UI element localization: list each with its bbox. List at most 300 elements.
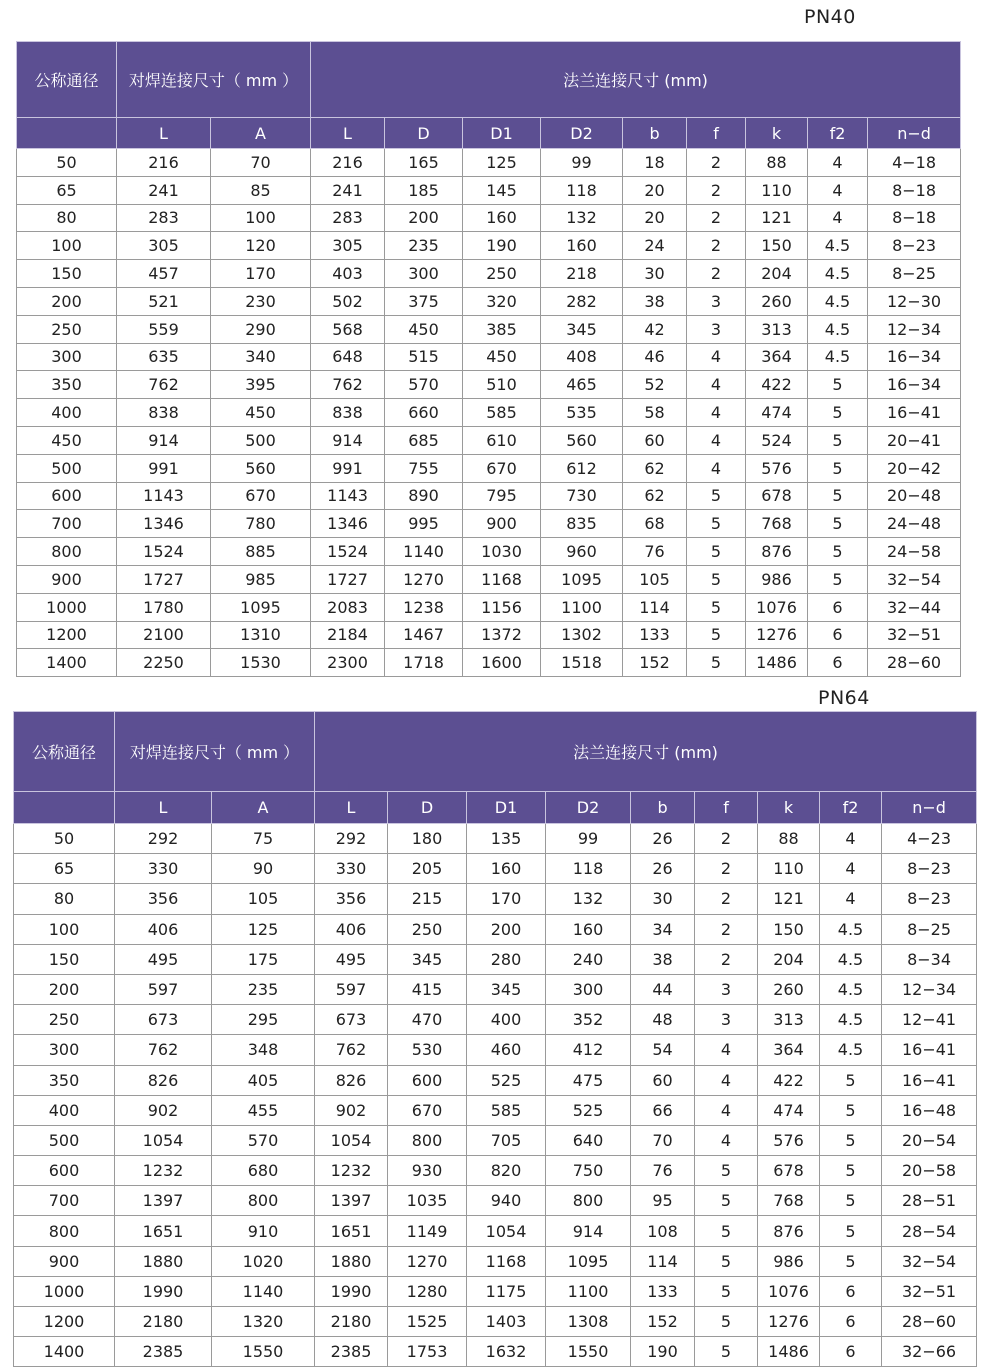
- table-row: [14, 974, 977, 1004]
- table-cell: 290: [211, 315, 311, 343]
- table-cell: 8−23: [868, 232, 961, 260]
- table-cell: 1550: [546, 1337, 631, 1367]
- table-cell: 2: [695, 824, 758, 854]
- table-cell: 5: [808, 371, 868, 399]
- table-cell: 16−34: [868, 371, 961, 399]
- table-cell: 4: [695, 1095, 758, 1125]
- table-cell: 345: [388, 944, 467, 974]
- table-cell: 1310: [211, 621, 311, 649]
- nominal-diameter-cell: 400: [17, 399, 117, 427]
- table-cell: 320: [463, 287, 541, 315]
- table-cell: 121: [746, 204, 808, 232]
- table-cell: 160: [463, 204, 541, 232]
- table-cell: 250: [388, 914, 467, 944]
- table-row: [14, 1065, 977, 1095]
- table-row: [17, 149, 961, 177]
- table-cell: 125: [212, 914, 315, 944]
- nominal-diameter-cell: 150: [14, 944, 115, 974]
- pn40-table: [16, 41, 961, 677]
- table-cell: 152: [623, 649, 687, 677]
- table-cell: 1530: [211, 649, 311, 677]
- table-cell: 2: [695, 914, 758, 944]
- subheader-cell: L: [311, 118, 385, 149]
- subheader-cell: k: [746, 118, 808, 149]
- table-cell: 28−60: [868, 649, 961, 677]
- table-cell: 2184: [311, 621, 385, 649]
- table-cell: 364: [746, 343, 808, 371]
- table-cell: 1168: [463, 565, 541, 593]
- table-cell: 105: [212, 884, 315, 914]
- table-cell: 190: [463, 232, 541, 260]
- nominal-diameter-cell: 65: [14, 854, 115, 884]
- table-cell: 5: [808, 454, 868, 482]
- table-cell: 283: [117, 204, 211, 232]
- table-cell: 20−41: [868, 426, 961, 454]
- table-cell: 385: [463, 315, 541, 343]
- table-cell: 991: [117, 454, 211, 482]
- table-cell: 412: [546, 1035, 631, 1065]
- table-cell: 876: [746, 538, 808, 566]
- table-cell: 4: [820, 824, 882, 854]
- table-cell: 5: [687, 482, 746, 510]
- table-cell: 1143: [311, 482, 385, 510]
- table-cell: 576: [746, 454, 808, 482]
- table-cell: 352: [546, 1005, 631, 1035]
- table-cell: 910: [212, 1216, 315, 1246]
- table-cell: 1651: [115, 1216, 212, 1246]
- table-cell: 914: [311, 426, 385, 454]
- table-cell: 1035: [388, 1186, 467, 1216]
- table-cell: 300: [546, 974, 631, 1004]
- table-cell: 995: [385, 510, 463, 538]
- table-cell: 5: [695, 1246, 758, 1276]
- table-cell: 560: [211, 454, 311, 482]
- table-cell: 1550: [212, 1337, 315, 1367]
- table-cell: 313: [746, 315, 808, 343]
- table-cell: 4−18: [868, 149, 961, 177]
- table-row: [14, 1337, 977, 1367]
- table-cell: 610: [463, 426, 541, 454]
- table-cell: 1054: [115, 1125, 212, 1155]
- table-cell: 160: [541, 232, 623, 260]
- table-row: [14, 884, 977, 914]
- subheader-cell: A: [211, 118, 311, 149]
- table-cell: 24−48: [868, 510, 961, 538]
- table-cell: 6: [820, 1276, 882, 1306]
- table-cell: 835: [541, 510, 623, 538]
- table-cell: 20−48: [868, 482, 961, 510]
- pn40-label: PN40: [804, 6, 856, 28]
- table-cell: 6: [808, 621, 868, 649]
- nominal-diameter-cell: 300: [17, 343, 117, 371]
- table-cell: 597: [315, 974, 388, 1004]
- table-cell: 403: [311, 260, 385, 288]
- table-cell: 8−18: [868, 204, 961, 232]
- table-cell: 280: [467, 944, 546, 974]
- table-cell: 16−41: [882, 1035, 977, 1065]
- table-cell: 8−34: [882, 944, 977, 974]
- table-cell: 12−34: [868, 315, 961, 343]
- table-cell: 5: [695, 1156, 758, 1186]
- table-cell: 576: [758, 1125, 820, 1155]
- table-cell: 1100: [546, 1276, 631, 1306]
- table-cell: 20−58: [882, 1156, 977, 1186]
- table-cell: 560: [541, 426, 623, 454]
- table-cell: 2: [687, 149, 746, 177]
- table-cell: 5: [695, 1186, 758, 1216]
- table-cell: 125: [463, 149, 541, 177]
- table-cell: 200: [385, 204, 463, 232]
- table-cell: 28−54: [882, 1216, 977, 1246]
- table-row: [17, 287, 961, 315]
- table-cell: 12−34: [882, 974, 977, 1004]
- table-cell: 8−18: [868, 176, 961, 204]
- table-cell: 4: [695, 1065, 758, 1095]
- table-row: [14, 1095, 977, 1125]
- table-cell: 4.5: [808, 260, 868, 288]
- table-cell: 1651: [315, 1216, 388, 1246]
- table-cell: 1780: [117, 593, 211, 621]
- table-row: [17, 315, 961, 343]
- table-cell: 1346: [117, 510, 211, 538]
- table-cell: 525: [467, 1065, 546, 1095]
- table-cell: 54: [631, 1035, 695, 1065]
- nominal-diameter-cell: 700: [14, 1186, 115, 1216]
- nominal-diameter-cell: 450: [17, 426, 117, 454]
- table-row: [17, 593, 961, 621]
- table-row: [17, 565, 961, 593]
- table-cell: 240: [546, 944, 631, 974]
- table-cell: 1140: [212, 1276, 315, 1306]
- table-cell: 1175: [467, 1276, 546, 1306]
- nominal-diameter-cell: 200: [14, 974, 115, 1004]
- table-cell: 4: [808, 204, 868, 232]
- subheader-cell: f: [695, 792, 758, 824]
- table-cell: 1168: [467, 1246, 546, 1276]
- table-cell: 1276: [758, 1307, 820, 1337]
- table-cell: 914: [117, 426, 211, 454]
- table-cell: 535: [541, 399, 623, 427]
- table-cell: 640: [546, 1125, 631, 1155]
- subheader-cell: f2: [820, 792, 882, 824]
- table-cell: 1095: [211, 593, 311, 621]
- table-cell: 985: [211, 565, 311, 593]
- table-cell: 75: [212, 824, 315, 854]
- table-cell: 780: [211, 510, 311, 538]
- table-cell: 5: [820, 1216, 882, 1246]
- table-cell: 5: [808, 426, 868, 454]
- table-cell: 1076: [758, 1276, 820, 1306]
- table-cell: 902: [315, 1095, 388, 1125]
- table-cell: 1232: [115, 1156, 212, 1186]
- table-cell: 2: [695, 944, 758, 974]
- nominal-diameter-header: 公称通径: [14, 712, 115, 792]
- table-cell: 99: [541, 149, 623, 177]
- table-row: [17, 260, 961, 288]
- pn64-table: [13, 711, 977, 1367]
- table-cell: 34: [631, 914, 695, 944]
- table-cell: 678: [758, 1156, 820, 1186]
- table-cell: 986: [758, 1246, 820, 1276]
- table-cell: 450: [463, 343, 541, 371]
- table-cell: 820: [467, 1156, 546, 1186]
- table-cell: 5: [687, 649, 746, 677]
- table-cell: 400: [467, 1005, 546, 1035]
- table-cell: 38: [623, 287, 687, 315]
- nominal-diameter-cell: 200: [17, 287, 117, 315]
- weld-connection-header: 对焊连接尺寸（ mm ）: [115, 712, 315, 792]
- table-cell: 800: [546, 1186, 631, 1216]
- table-cell: 685: [385, 426, 463, 454]
- weld-connection-header: 对焊连接尺寸（ mm ）: [117, 42, 311, 118]
- table-cell: 730: [541, 482, 623, 510]
- nominal-diameter-cell: 500: [14, 1125, 115, 1155]
- table-cell: 5: [695, 1276, 758, 1306]
- table-cell: 1632: [467, 1337, 546, 1367]
- table-row: [14, 1005, 977, 1035]
- table-cell: 218: [541, 260, 623, 288]
- table-cell: 670: [388, 1095, 467, 1125]
- table-row: [17, 482, 961, 510]
- table-cell: 1524: [117, 538, 211, 566]
- table-cell: 32−54: [868, 565, 961, 593]
- table-cell: 1990: [315, 1276, 388, 1306]
- nominal-diameter-cell: 350: [14, 1065, 115, 1095]
- table-cell: 838: [311, 399, 385, 427]
- table-cell: 170: [467, 884, 546, 914]
- table-cell: 5: [687, 538, 746, 566]
- table-cell: 5: [687, 621, 746, 649]
- table-cell: 216: [117, 149, 211, 177]
- nominal-diameter-cell: 1000: [17, 593, 117, 621]
- table-cell: 100: [211, 204, 311, 232]
- table-cell: 12−30: [868, 287, 961, 315]
- table-cell: 216: [311, 149, 385, 177]
- table-cell: 1518: [541, 649, 623, 677]
- table-row: [14, 914, 977, 944]
- table-cell: 6: [808, 649, 868, 677]
- table-cell: 68: [623, 510, 687, 538]
- table-cell: 205: [388, 854, 467, 884]
- table-cell: 1030: [463, 538, 541, 566]
- table-cell: 5: [687, 593, 746, 621]
- table-cell: 750: [546, 1156, 631, 1186]
- table-cell: 521: [117, 287, 211, 315]
- table-cell: 20: [623, 176, 687, 204]
- table-cell: 4: [808, 176, 868, 204]
- table-cell: 914: [546, 1216, 631, 1246]
- table-cell: 600: [388, 1065, 467, 1095]
- table-cell: 348: [212, 1035, 315, 1065]
- table-cell: 680: [212, 1156, 315, 1186]
- table-cell: 406: [115, 914, 212, 944]
- table-cell: 60: [623, 426, 687, 454]
- nominal-diameter-cell: 80: [17, 204, 117, 232]
- table-row: [14, 1276, 977, 1306]
- table-cell: 95: [631, 1186, 695, 1216]
- table-cell: 90: [212, 854, 315, 884]
- table-row: [14, 1125, 977, 1155]
- nominal-diameter-cell: 700: [17, 510, 117, 538]
- subheader-blank: [14, 792, 115, 824]
- table-cell: 395: [211, 371, 311, 399]
- table-cell: 762: [311, 371, 385, 399]
- flange-connection-header: 法兰连接尺寸 (mm): [315, 712, 977, 792]
- table-cell: 4: [687, 399, 746, 427]
- table-cell: 114: [623, 593, 687, 621]
- table-row: [14, 854, 977, 884]
- table-cell: 670: [463, 454, 541, 482]
- table-cell: 1467: [385, 621, 463, 649]
- table-cell: 1054: [315, 1125, 388, 1155]
- nominal-diameter-cell: 600: [14, 1156, 115, 1186]
- table-cell: 4.5: [808, 315, 868, 343]
- table-cell: 795: [463, 482, 541, 510]
- table-cell: 415: [388, 974, 467, 1004]
- nominal-diameter-cell: 1200: [14, 1307, 115, 1337]
- table-cell: 62: [623, 482, 687, 510]
- table-cell: 648: [311, 343, 385, 371]
- table-cell: 474: [758, 1095, 820, 1125]
- table-cell: 500: [211, 426, 311, 454]
- subheader-cell: D1: [463, 118, 541, 149]
- table-cell: 170: [211, 260, 311, 288]
- table-cell: 900: [463, 510, 541, 538]
- table-cell: 132: [546, 884, 631, 914]
- table-row: [14, 944, 977, 974]
- table-cell: 502: [311, 287, 385, 315]
- subheader-cell: L: [117, 118, 211, 149]
- table-cell: 62: [623, 454, 687, 482]
- table-cell: 768: [746, 510, 808, 538]
- table-cell: 2: [687, 176, 746, 204]
- table-cell: 5: [820, 1125, 882, 1155]
- table-cell: 88: [758, 824, 820, 854]
- table-cell: 99: [546, 824, 631, 854]
- table-cell: 30: [623, 260, 687, 288]
- table-cell: 1486: [758, 1337, 820, 1367]
- nominal-diameter-cell: 100: [17, 232, 117, 260]
- table-cell: 345: [467, 974, 546, 1004]
- table-cell: 2300: [311, 649, 385, 677]
- table-cell: 44: [631, 974, 695, 1004]
- subheader-cell: D2: [541, 118, 623, 149]
- table-cell: 470: [388, 1005, 467, 1035]
- table-cell: 1403: [467, 1307, 546, 1337]
- nominal-diameter-cell: 900: [17, 565, 117, 593]
- table-cell: 1308: [546, 1307, 631, 1337]
- table-cell: 585: [467, 1095, 546, 1125]
- table-cell: 32−44: [868, 593, 961, 621]
- table-cell: 260: [758, 974, 820, 1004]
- table-cell: 66: [631, 1095, 695, 1125]
- table-cell: 597: [115, 974, 212, 1004]
- table-cell: 110: [746, 176, 808, 204]
- nominal-diameter-cell: 50: [14, 824, 115, 854]
- table-cell: 60: [631, 1065, 695, 1095]
- table-cell: 4: [687, 343, 746, 371]
- nominal-diameter-cell: 250: [17, 315, 117, 343]
- subheader-cell: f2: [808, 118, 868, 149]
- table-cell: 58: [623, 399, 687, 427]
- table-cell: 5: [808, 538, 868, 566]
- nominal-diameter-cell: 600: [17, 482, 117, 510]
- table-cell: 16−48: [882, 1095, 977, 1125]
- table-cell: 4: [687, 426, 746, 454]
- table-cell: 1727: [311, 565, 385, 593]
- table-cell: 20−42: [868, 454, 961, 482]
- table-cell: 2: [695, 884, 758, 914]
- table-cell: 8−25: [868, 260, 961, 288]
- subheader-cell: A: [212, 792, 315, 824]
- table-cell: 185: [385, 176, 463, 204]
- subheader-cell: L: [115, 792, 212, 824]
- table-cell: 345: [541, 315, 623, 343]
- nominal-diameter-cell: 65: [17, 176, 117, 204]
- table-cell: 132: [541, 204, 623, 232]
- table-cell: 800: [212, 1186, 315, 1216]
- table-cell: 20−54: [882, 1125, 977, 1155]
- nominal-diameter-cell: 500: [17, 454, 117, 482]
- table-cell: 670: [211, 482, 311, 510]
- table-cell: 52: [623, 371, 687, 399]
- nominal-diameter-cell: 1000: [14, 1276, 115, 1306]
- table-cell: 1156: [463, 593, 541, 621]
- table-cell: 305: [311, 232, 385, 260]
- table-cell: 28−51: [882, 1186, 977, 1216]
- table-cell: 32−51: [882, 1276, 977, 1306]
- table-cell: 260: [746, 287, 808, 315]
- table-cell: 1270: [388, 1246, 467, 1276]
- table-cell: 110: [758, 854, 820, 884]
- table-cell: 46: [623, 343, 687, 371]
- nominal-diameter-cell: 300: [14, 1035, 115, 1065]
- table-cell: 1880: [115, 1246, 212, 1276]
- table-cell: 230: [211, 287, 311, 315]
- table-cell: 235: [385, 232, 463, 260]
- table-cell: 3: [695, 1005, 758, 1035]
- table-cell: 5: [820, 1156, 882, 1186]
- table-cell: 1880: [315, 1246, 388, 1276]
- table-cell: 406: [315, 914, 388, 944]
- table-cell: 4.5: [820, 914, 882, 944]
- table-cell: 1100: [541, 593, 623, 621]
- table-cell: 4: [820, 854, 882, 884]
- table-cell: 4: [695, 1125, 758, 1155]
- table-cell: 890: [385, 482, 463, 510]
- table-cell: 8−23: [882, 884, 977, 914]
- nominal-diameter-cell: 800: [17, 538, 117, 566]
- table-cell: 762: [315, 1035, 388, 1065]
- table-cell: 6: [820, 1337, 882, 1367]
- table-cell: 991: [311, 454, 385, 482]
- table-cell: 876: [758, 1216, 820, 1246]
- table-cell: 1600: [463, 649, 541, 677]
- table-cell: 340: [211, 343, 311, 371]
- table-cell: 26: [631, 854, 695, 884]
- table-cell: 1095: [546, 1246, 631, 1276]
- table-cell: 6: [820, 1307, 882, 1337]
- table-cell: 121: [758, 884, 820, 914]
- table-cell: 4−23: [882, 824, 977, 854]
- table-cell: 5: [808, 510, 868, 538]
- table-cell: 1486: [746, 649, 808, 677]
- table-cell: 2385: [315, 1337, 388, 1367]
- subheader-blank: [17, 118, 117, 149]
- table-cell: 114: [631, 1246, 695, 1276]
- subheader-cell: b: [631, 792, 695, 824]
- table-cell: 1020: [212, 1246, 315, 1276]
